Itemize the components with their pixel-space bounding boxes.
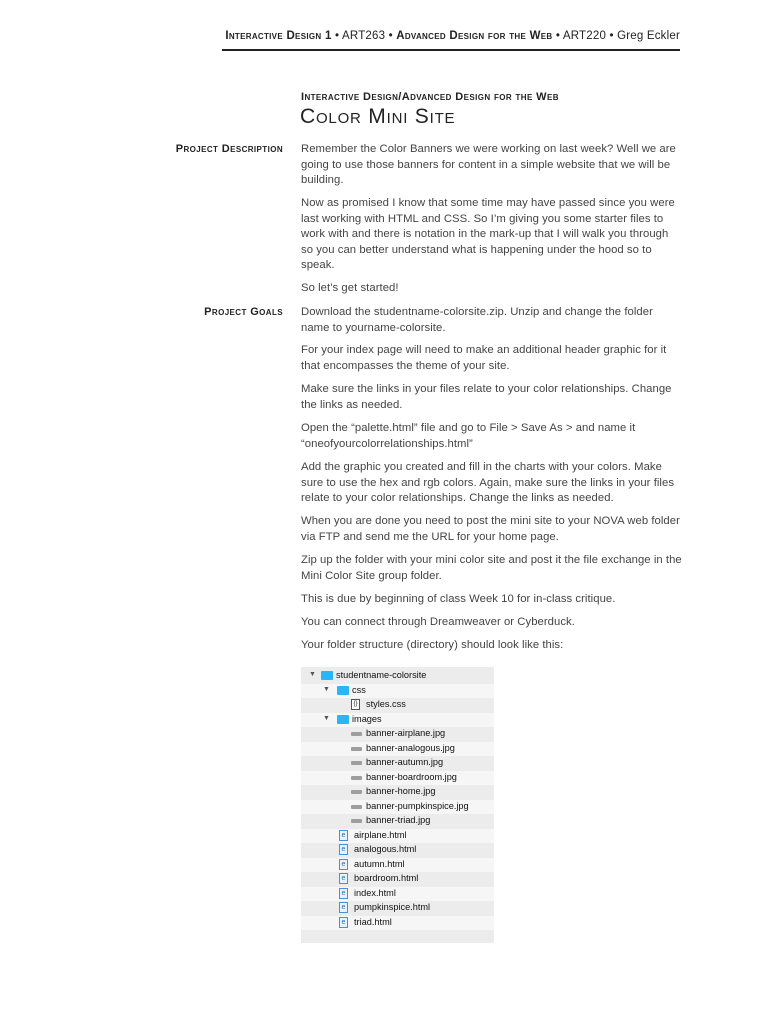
header-course-1: Interactive Design 1 (225, 30, 332, 42)
tree-row (301, 887, 494, 902)
tree-row (301, 829, 494, 844)
html-file-icon: e (339, 859, 348, 870)
tree-item-label: banner-analogous.jpg (366, 742, 455, 753)
tree-row (301, 727, 494, 742)
header-sep: • (606, 30, 618, 42)
tree-row (301, 843, 494, 858)
folder-icon (337, 715, 349, 724)
tree-item-label: banner-home.jpg (366, 786, 436, 796)
tree-row (301, 713, 494, 728)
header-course-2: Advanced Design for the Web (396, 30, 553, 42)
header-code-2: ART220 (562, 30, 607, 42)
disclosure-triangle-icon: ▼ (323, 714, 330, 722)
tree-row (301, 916, 494, 931)
tree-row (301, 858, 494, 873)
section-label-goals: Project Goals (204, 306, 283, 318)
tree-row (301, 669, 494, 684)
image-file-icon (351, 790, 362, 794)
description-paragraph: So let’s get started! (301, 282, 399, 294)
tree-item-label: triad.html (354, 916, 392, 927)
header-sep: • (385, 30, 397, 42)
tree-row (301, 698, 494, 713)
tree-item-label: index.html (354, 887, 396, 898)
tree-item-label: banner-airplane.jpg (366, 728, 446, 738)
html-file-icon: e (339, 888, 348, 899)
html-file-icon: e (339, 917, 348, 928)
tree-row (301, 771, 494, 786)
section-label-description: Project Description (175, 143, 283, 155)
goal-paragraph: You can connect through Dreamweaver or Cyberduck. (301, 616, 575, 628)
tree-item-label: css (352, 684, 366, 695)
header-code-1: ART263 (342, 30, 386, 42)
css-file-icon: {} (351, 699, 360, 710)
goal-paragraph: Add the graphic you created and fill in the charts with your colors. Make sure to use the hex and rgb colors. Again, make sure the links in your files relate to your color relationships. Change the links as needed. (301, 461, 675, 504)
goal-paragraph: When you are done you need to post the mini site to your NOVA web folder via FTP and send me the URL for your home page. (301, 515, 680, 543)
tree-item-label: analogous.html (354, 844, 417, 854)
tree-item-label: boardroom.html (354, 873, 419, 883)
html-file-icon: e (339, 902, 348, 913)
header-sep: • (331, 30, 343, 42)
image-file-icon (351, 805, 362, 809)
tree-row (301, 901, 494, 916)
image-file-icon (351, 747, 362, 751)
disclosure-triangle-icon: ▼ (323, 685, 330, 693)
goal-paragraph: For your index page will need to make an additional header graphic for it that encompasses the theme of your site. (301, 344, 667, 372)
folder-icon (337, 686, 349, 695)
goal-paragraph: This is due by beginning of class Week 10 for in-class critique. (301, 593, 616, 605)
running-header (0, 30, 680, 42)
tree-item-label: images (352, 713, 382, 724)
tree-row (301, 872, 494, 887)
html-file-icon: e (339, 830, 348, 841)
tree-row (301, 785, 494, 800)
tree-item-label: autumn.html (354, 858, 405, 869)
tree-row (301, 684, 494, 699)
image-file-icon (351, 819, 362, 823)
tree-item-label: banner-triad.jpg (366, 815, 431, 825)
tree-item-label: banner-autumn.jpg (366, 757, 444, 767)
goal-paragraph: Zip up the folder with your mini color site and post it the file exchange in the Mini Color Site group folder. (301, 554, 682, 582)
header-rule (222, 49, 680, 51)
tree-item-label: banner-pumpkinspice.jpg (366, 800, 469, 811)
tree-row (301, 800, 494, 815)
tree-item-label: airplane.html (354, 829, 407, 840)
folder-structure-screenshot (301, 667, 494, 943)
tree-row (301, 756, 494, 771)
goal-paragraph: Make sure the links in your files relate to your color relationships. Change the links as needed. (301, 383, 672, 411)
description-paragraph: Remember the Color Banners we were working on last week? Well we are going to use those banners for content in a simple website that we will be building. (301, 143, 676, 186)
tree-item-label: studentname-colorsite (336, 670, 427, 680)
goal-paragraph: Open the “palette.html” file and go to File > Save As > and name it “oneofyourcolorrelationships.html” (301, 422, 636, 450)
image-file-icon (351, 761, 362, 765)
disclosure-triangle-icon: ▼ (309, 671, 316, 678)
tree-row (301, 742, 494, 757)
description-paragraph: Now as promised I know that some time may have passed since you were last working with HTML and CSS. So I’m giving you some starter files to work with and there is notation in the mark-up that I will walk you through so you can better understand what is happening under the hood so to speak. (301, 197, 675, 271)
goal-paragraph: Your folder structure (directory) should look like this: (301, 639, 564, 651)
html-file-icon: e (339, 844, 348, 855)
tree-row (301, 814, 494, 829)
folder-icon (321, 671, 333, 680)
goal-paragraph: Download the studentname-colorsite.zip. Unzip and change the folder name to yourname-colorsite. (301, 306, 653, 334)
page-overline: Interactive Design/Advanced Design for the Web (301, 91, 559, 103)
tree-item-label: banner-boardroom.jpg (366, 771, 457, 782)
page-title: Color Mini Site (300, 105, 456, 128)
html-file-icon: e (339, 873, 348, 884)
tree-item-label: pumpkinspice.html (354, 902, 431, 912)
image-file-icon (351, 776, 362, 780)
tree-item-label: styles.css (366, 699, 406, 709)
header-instructor: Greg Eckler (617, 30, 680, 42)
header-sep: • (552, 30, 563, 42)
image-file-icon (351, 732, 362, 736)
